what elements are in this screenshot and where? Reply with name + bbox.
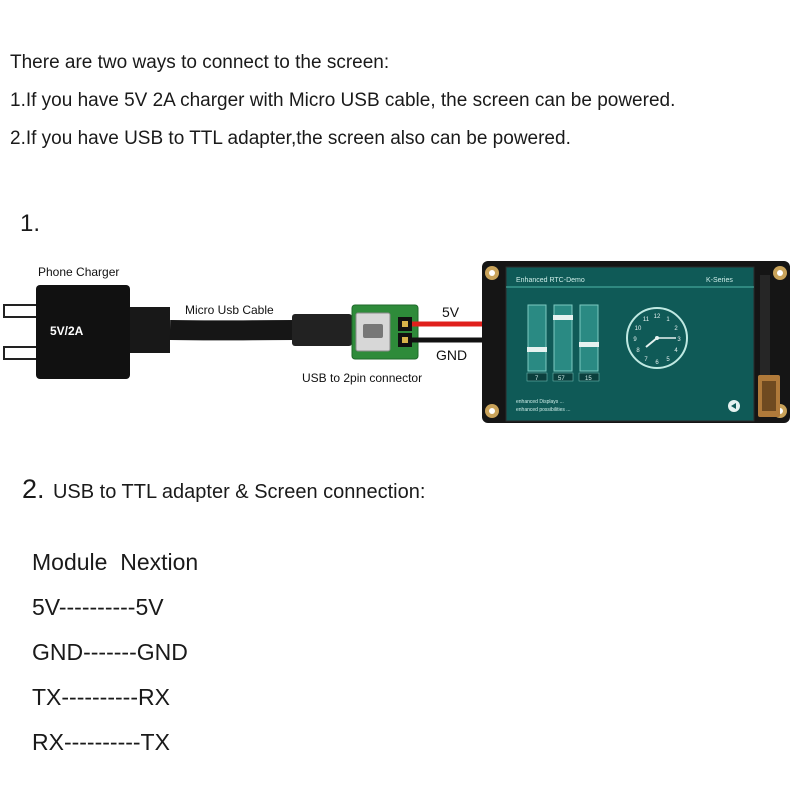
slider-value-2: 57 (558, 376, 565, 382)
section-1-number: 1. (20, 210, 41, 237)
clock-num-12: 12 (653, 314, 661, 320)
intro-line-2: 2.If you have USB to TTL adapter,the screen also can be powered. (10, 128, 571, 149)
intro-heading: There are two ways to connect to the screen: (10, 52, 390, 73)
usb-plug-charger-end (130, 307, 170, 353)
intro-text (10, 44, 675, 158)
slider-value-3: 15 (585, 376, 592, 382)
screen-sliders (527, 305, 599, 381)
usb-to-2pin-connector (352, 305, 418, 359)
section-2-number: 2. (22, 474, 45, 504)
screen-series: K-Series (706, 277, 733, 284)
micro-usb-cable-label: Micro Usb Cable (185, 303, 274, 317)
intro-line-1: 1.If you have 5V 2A charger with Micro USB cable, the screen can be powered. (10, 90, 676, 111)
connector-label: USB to 2pin connector (302, 371, 423, 385)
clock-num-3: 3 (677, 337, 681, 343)
clock-num-7: 7 (644, 357, 648, 363)
screen-footer-1: enhanced Displays ... (516, 399, 564, 405)
charger-prongs (4, 305, 40, 359)
wire-gnd-label: GND (436, 347, 468, 363)
screen-footer-2: enhanced possibilities ... (516, 407, 571, 413)
connection-row-gnd: GND-------GND (32, 639, 188, 665)
connection-row-5v: 5V----------5V (32, 594, 164, 620)
wire-5v-label: 5V (442, 304, 460, 320)
section-2-title: USB to TTL adapter & Screen connection: (52, 481, 426, 503)
slider-value-1: 7 (535, 376, 539, 382)
connection-row-rx: RX----------TX (32, 729, 170, 755)
connection-row-tx: TX----------RX (32, 684, 170, 710)
power-connection-diagram (0, 255, 800, 435)
clock-num-9: 9 (633, 337, 637, 343)
micro-usb-plug (292, 314, 352, 346)
section-2-heading (22, 474, 425, 505)
clock-num-4: 4 (674, 348, 678, 354)
clock-num-8: 8 (636, 348, 640, 354)
clock-num-5: 5 (666, 357, 670, 363)
connection-table (32, 540, 198, 765)
clock-num-10: 10 (634, 326, 642, 332)
clock-num-11: 11 (642, 317, 650, 323)
connection-table-header: Module Nextion (32, 549, 199, 575)
clock-num-1: 1 (666, 317, 670, 323)
charger-rating: 5V/2A (50, 324, 84, 338)
clock-num-6: 6 (655, 360, 659, 366)
phone-charger-label: Phone Charger (38, 265, 120, 279)
screen-title: Enhanced RTC-Demo (516, 277, 585, 284)
clock-num-2: 2 (674, 326, 678, 332)
